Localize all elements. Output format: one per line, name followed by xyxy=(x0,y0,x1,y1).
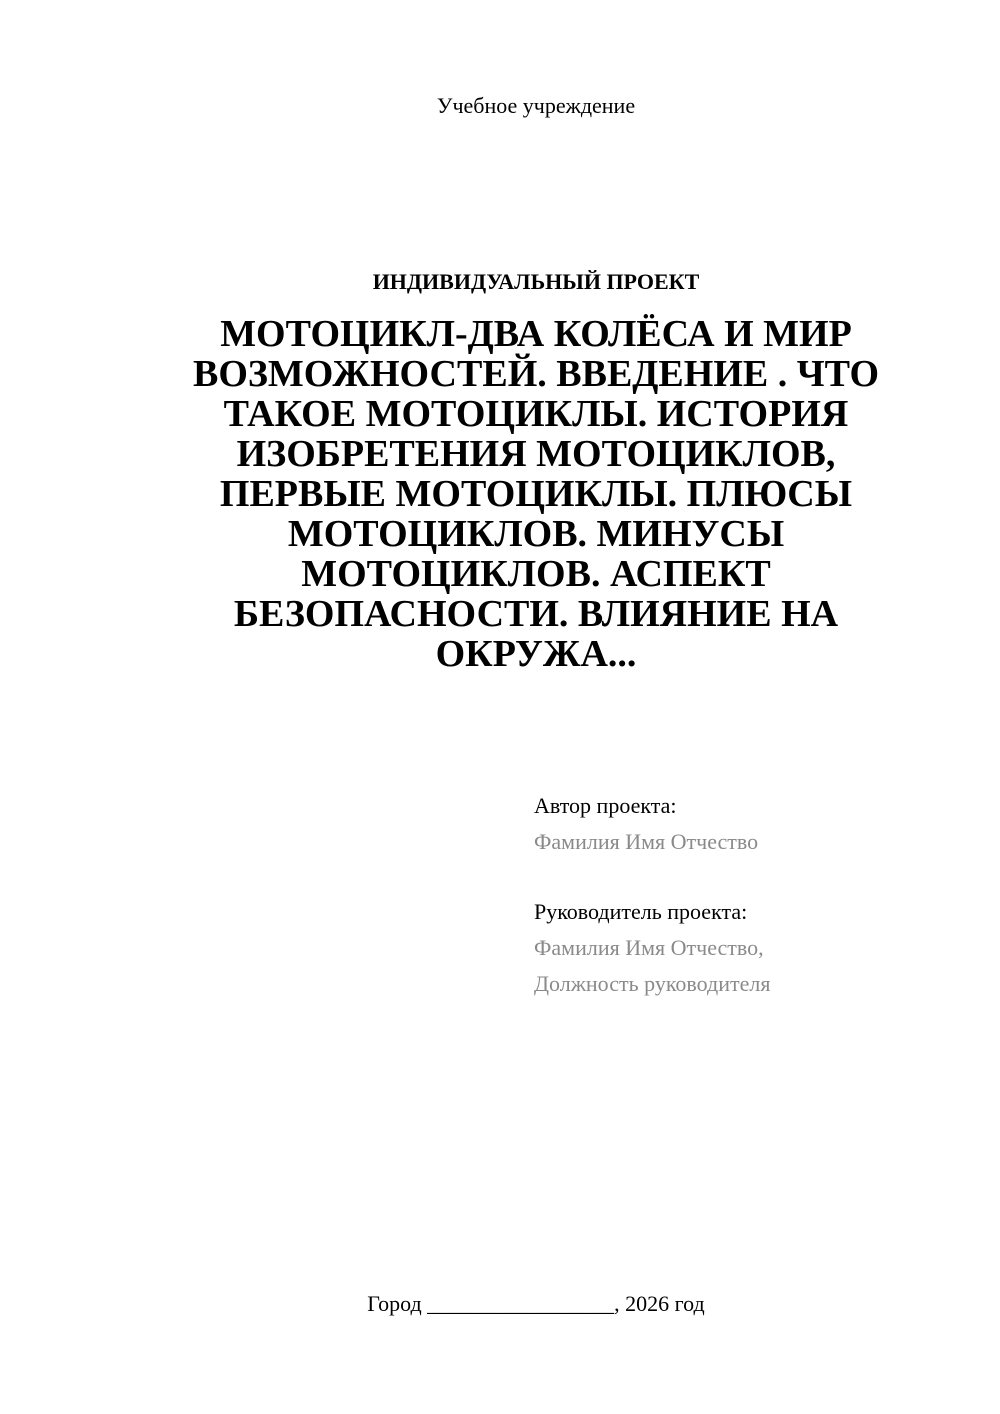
project-title: МОТОЦИКЛ-ДВА КОЛЁСА И МИР ВОЗМОЖНОСТЕЙ. ВВЕДЕНИЕ . ЧТО ТАКОЕ МОТОЦИКЛЫ. ИСТОРИЯ ИЗОБРЕТЕНИЯ МОТОЦИКЛОВ, ПЕРВЫЕ МОТОЦИКЛЫ. ПЛЮСЫ МОТОЦИКЛОВ. МИНУСЫ МОТОЦИКЛОВ. АСПЕКТ БЕЗОПАСНОСТИ. ВЛИЯНИЕ НА ОКРУЖА... xyxy=(192,313,880,675)
project-type-heading: ИНДИВИДУАЛЬНЫЙ ПРОЕКТ xyxy=(372,269,700,294)
city-year-line: Город _________________, 2026 год xyxy=(367,1291,705,1316)
supervisor-position: Должность руководителя xyxy=(534,971,771,996)
supervisor-name: Фамилия Имя Отчество, xyxy=(534,935,764,960)
author-block xyxy=(534,788,974,860)
supervisor-label: Руководитель проекта: xyxy=(534,899,748,924)
institution-name: Учебное учреждение xyxy=(436,93,636,118)
author-label: Автор проекта: xyxy=(534,793,677,818)
supervisor-block xyxy=(534,894,974,1002)
author-name: Фамилия Имя Отчество xyxy=(534,829,759,854)
